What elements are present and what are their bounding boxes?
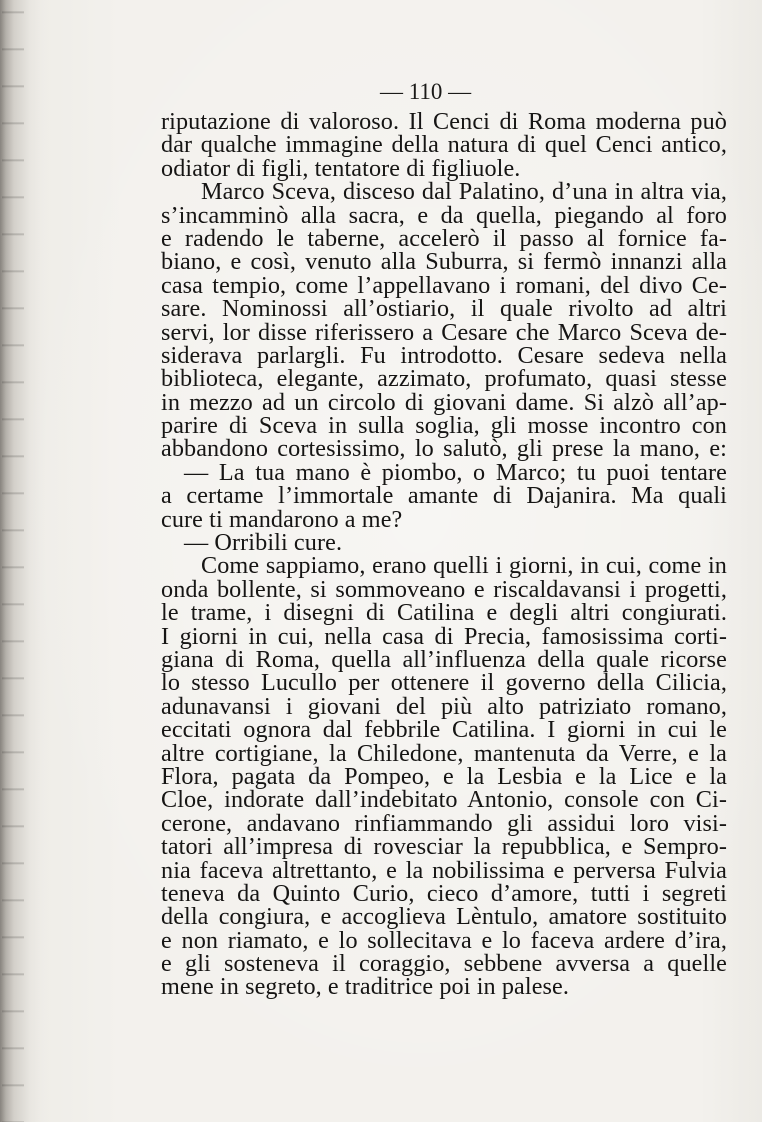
text-line: casa tempio, come l’appellavano i romani, del divo Ce- bbox=[161, 271, 727, 299]
text-line: Marco Sceva, disceso dal Palatino, d’una in altra via, bbox=[201, 178, 727, 206]
text-line: — La tua mano è piombo, o Marco; tu puoi tentare bbox=[184, 458, 727, 486]
text-line: mene in segreto, e traditrice poi in palese. bbox=[161, 973, 570, 1001]
text-line: dar qualche immagine della natura di quel Cenci antico, bbox=[161, 131, 727, 159]
text-line: Cloe, indorate dall’indebitato Antonio, console con Ci- bbox=[161, 786, 727, 814]
page-number: — 110 — bbox=[380, 79, 472, 104]
text-line: e radendo le taberne, accelerò il passo al fornice fa- bbox=[161, 224, 727, 252]
text-line: e non riamato, e lo sollecitava e lo faceva ardere d’ira, bbox=[161, 926, 727, 954]
text-line: parire di Sceva in sulla soglia, gli mosse incontro con bbox=[161, 412, 727, 440]
text-line: odiator di figli, tentatore di figliuole. bbox=[161, 154, 521, 182]
text-line: a certame l’immortale amante di Dajanira. Ma quali bbox=[161, 482, 727, 510]
body-text bbox=[161, 110, 727, 999]
text-line: biblioteca, elegante, azzimato, profumato, quasi stesse bbox=[161, 365, 727, 393]
text-line: riputazione di valoroso. Il Cenci di Roma moderna può bbox=[161, 108, 727, 135]
text-line: Flora, pagata da Pompeo, e la Lesbia e la Lice e la bbox=[161, 762, 727, 790]
text-line: giana di Roma, quella all’influenza della quale ricorse bbox=[161, 645, 727, 673]
text-line: cure ti mandarono a me? bbox=[161, 505, 403, 533]
text-line: eccitati ognora dal febbrile Catilina. I giorni in cui le bbox=[161, 716, 727, 744]
text-line: servi, lor disse riferissero a Cesare che Marco Sceva de- bbox=[161, 318, 727, 346]
text-line: biano, e così, venuto alla Suburra, si fermò innanzi alla bbox=[161, 248, 727, 276]
text-line: s’incamminò alla sacra, e da quella, piegando al foro bbox=[161, 201, 727, 229]
text-line: della congiura, e accoglieva Lèntulo, amatore sostituito bbox=[161, 903, 727, 931]
text-line: le trame, i disegni di Catilina e degli altri congiurati. bbox=[161, 599, 727, 627]
binding-texture bbox=[2, 0, 24, 1122]
text-line: cerone, andavano rinfiammando gli assidui loro visi- bbox=[161, 809, 727, 837]
text-line: adunavansi i giovani del più alto patriziato romano, bbox=[161, 692, 727, 720]
text-line: nia faceva altrettanto, e la nobilissima e perversa Fulvia bbox=[161, 856, 727, 884]
text-line: sare. Nominossi all’ostiario, il quale rivolto ad altri bbox=[161, 295, 727, 323]
text-line: Come sappiamo, erano quelli i giorni, in cui, come in bbox=[201, 552, 727, 580]
text-line: I giorni in cui, nella casa di Precia, famosissima corti- bbox=[161, 622, 727, 650]
text-line: in mezzo ad un circolo di giovani dame. Si alzò all’ap- bbox=[161, 388, 727, 416]
text-line: onda bollente, si sommoveano e riscaldavansi i progetti, bbox=[161, 575, 727, 603]
text-line: siderava parlargli. Fu introdotto. Cesare sedeva nella bbox=[161, 341, 727, 369]
text-line: — Orribili cure. bbox=[184, 529, 343, 557]
text-line: e gli sosteneva il coraggio, sebbene avversa a quelle bbox=[161, 950, 727, 978]
text-line: teneva da Quinto Curio, cieco d’amore, tutti i segreti bbox=[161, 879, 727, 907]
text-line: lo stesso Lucullo per ottenere il governo della Cilicia, bbox=[161, 669, 727, 697]
text-line: tatori all’impresa di rovesciar la repubblica, e Sempro- bbox=[161, 833, 727, 861]
text-line: abbandono cortesissimo, lo salutò, gli prese la mano, e: bbox=[161, 435, 727, 463]
text-line: altre cortigiane, la Chiledone, mantenuta da Verre, e la bbox=[161, 739, 727, 767]
